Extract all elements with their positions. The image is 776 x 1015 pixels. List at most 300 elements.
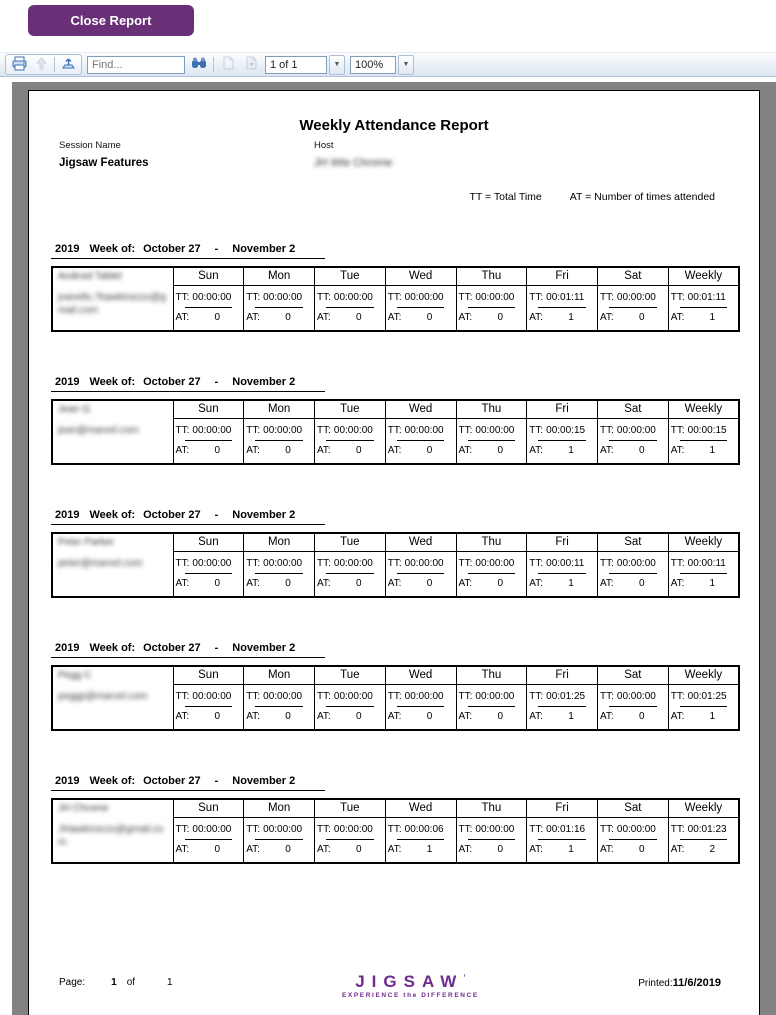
attendance-label: AT: (317, 578, 331, 590)
total-time-value: 00:01:11 (687, 292, 726, 304)
tt-at-divider (609, 573, 656, 574)
close-report-button[interactable]: Close Report (28, 5, 194, 36)
attendance-block (51, 771, 736, 864)
attendance-label: AT: (458, 445, 473, 457)
total-time-label: TT: (175, 425, 190, 437)
participant-cell (52, 400, 173, 464)
printed-label: Printed: (638, 978, 673, 989)
legend (470, 191, 716, 203)
toolbar-separator (54, 57, 55, 72)
total-time-label: TT: (317, 292, 331, 304)
total-time-line (387, 425, 455, 436)
total-time-value: 00:00:00 (263, 691, 303, 703)
attendance-label: AT: (175, 578, 190, 590)
report-footer (59, 972, 721, 999)
week-end-date: November 2 (232, 642, 296, 654)
attendance-label: AT: (317, 711, 331, 723)
attendance-value: 1 (709, 578, 716, 590)
export-button[interactable] (59, 56, 77, 74)
total-time-line (528, 558, 596, 569)
attendance-value: 0 (355, 578, 362, 590)
total-pages: 1 (167, 977, 173, 988)
day-cell (244, 285, 315, 331)
tt-at-divider (326, 573, 373, 574)
total-time-value: 00:00:00 (616, 691, 656, 703)
attendance-line (316, 578, 384, 589)
of-label: of (126, 977, 136, 988)
day-cell (527, 684, 598, 730)
day-cell (668, 418, 739, 464)
total-time-label: TT: (246, 691, 261, 703)
day-header: Tue (315, 799, 386, 817)
attendance-line (316, 445, 384, 456)
find-icon (191, 56, 207, 73)
week-start-date: October 27 (143, 376, 201, 388)
total-time-value: 00:00:00 (333, 824, 373, 836)
total-time-label: TT: (600, 558, 614, 570)
tt-at-divider (468, 839, 515, 840)
participant-cell (52, 267, 173, 331)
total-time-value: 00:00:06 (404, 824, 444, 836)
tt-at-divider (255, 440, 302, 441)
week-end-date: November 2 (232, 509, 296, 521)
find-button[interactable] (190, 56, 208, 74)
total-time-label: TT: (529, 558, 544, 570)
page-number: 1 (111, 977, 117, 988)
day-cell (527, 817, 598, 863)
report-viewer-area (12, 82, 776, 1015)
day-header: Sun (173, 533, 244, 551)
total-time-line (599, 558, 667, 569)
day-cell (173, 418, 244, 464)
legend-attendance: AT = Number of times attended (569, 191, 715, 203)
page-select-value[interactable]: 1 of 1 (265, 56, 327, 74)
attendance-line (387, 844, 455, 855)
attendance-label: AT: (317, 445, 331, 457)
day-cell (315, 418, 386, 464)
attendance-value: 0 (426, 711, 433, 723)
day-cell (315, 817, 386, 863)
attendance-line (175, 844, 243, 855)
attendance-label: AT: (175, 711, 190, 723)
attendance-value: 1 (709, 445, 716, 457)
attendance-block (51, 638, 736, 731)
attendance-label: AT: (670, 445, 685, 457)
total-time-value: 00:01:25 (687, 691, 727, 703)
participant-name: JH Chrome (58, 803, 109, 814)
day-header: Thu (456, 267, 527, 285)
page-label: Page: (59, 977, 86, 988)
print-export-group (5, 54, 82, 75)
total-time-line (316, 425, 384, 436)
total-time-line (670, 824, 737, 835)
tt-at-divider (468, 307, 515, 308)
report-toolbar (0, 52, 776, 77)
day-cell (598, 418, 669, 464)
total-time-value: 00:00:00 (475, 558, 515, 570)
attendance-value: 1 (568, 578, 574, 590)
week-of-label: Week of: (89, 243, 136, 255)
day-cell (173, 551, 244, 597)
attendance-value: 2 (709, 844, 716, 856)
total-time-value: 00:01:25 (546, 691, 586, 703)
session-name-value: Jigsaw Features (59, 157, 149, 169)
attendance-label: AT: (600, 844, 614, 856)
day-header: Sun (173, 666, 244, 684)
tt-at-divider (609, 440, 656, 441)
attendance-value: 0 (214, 711, 221, 723)
attendance-table (51, 266, 740, 332)
participant-email: jvanells.7kawkinsczx@gmail.com (58, 292, 166, 316)
total-time-label: TT: (387, 558, 402, 570)
day-header: Weekly (668, 267, 739, 285)
day-header: Sat (598, 400, 669, 418)
day-header: Mon (244, 267, 315, 285)
session-name-label: Session Name (59, 140, 121, 151)
attendance-line (316, 711, 384, 722)
printed-info (638, 977, 721, 989)
total-time-line (458, 425, 526, 436)
total-time-line (175, 558, 243, 569)
attendance-label: AT: (458, 844, 473, 856)
attendance-label: AT: (246, 312, 260, 324)
day-cell (598, 285, 669, 331)
day-header: Thu (456, 799, 527, 817)
day-header: Thu (456, 533, 527, 551)
attendance-value: 0 (355, 312, 362, 324)
attendance-value: 1 (568, 844, 574, 856)
attendance-line (528, 312, 596, 323)
total-time-label: TT: (387, 691, 402, 703)
attendance-value: 0 (497, 711, 504, 723)
total-time-line (175, 425, 243, 436)
attendance-value: 0 (355, 844, 362, 856)
attendance-line (528, 844, 596, 855)
total-time-line (670, 425, 737, 436)
attendance-label: AT: (387, 312, 402, 324)
tt-at-divider (680, 839, 727, 840)
attendance-line (599, 445, 667, 456)
total-time-value: 00:00:11 (687, 558, 726, 570)
attendance-line (599, 578, 667, 589)
attendance-line (387, 711, 455, 722)
day-header: Fri (527, 666, 598, 684)
total-time-label: TT: (670, 425, 685, 437)
attendance-label: AT: (317, 312, 331, 324)
attendance-value: 0 (214, 312, 221, 324)
attendance-line (316, 844, 384, 855)
day-header: Wed (385, 533, 456, 551)
total-time-label: TT: (458, 691, 473, 703)
total-time-label: TT: (175, 824, 190, 836)
total-time-line (670, 292, 737, 303)
day-cell (173, 817, 244, 863)
total-time-value: 00:00:00 (192, 691, 232, 703)
tt-at-divider (255, 307, 302, 308)
attendance-line (670, 445, 737, 456)
participant-cell (52, 533, 173, 597)
attendance-label: AT: (458, 711, 473, 723)
day-header: Tue (315, 533, 386, 551)
tt-at-divider (255, 839, 302, 840)
total-time-value: 00:00:00 (192, 425, 232, 437)
day-cell (244, 684, 315, 730)
total-time-line (316, 824, 384, 835)
day-cell (527, 551, 598, 597)
week-blocks (51, 239, 736, 904)
day-header: Mon (244, 533, 315, 551)
tt-at-divider (326, 307, 373, 308)
total-time-line (599, 425, 667, 436)
attendance-line (670, 844, 737, 855)
total-time-label: TT: (529, 691, 544, 703)
tt-at-divider (468, 706, 515, 707)
attendance-label: AT: (600, 445, 614, 457)
print-button[interactable] (10, 56, 28, 74)
prev-page-icon (221, 56, 235, 73)
participant-name: Jean G (58, 404, 91, 415)
attendance-value: 1 (568, 312, 574, 324)
attendance-line (175, 578, 243, 589)
participant-name: Android Tablet (58, 271, 122, 282)
week-of-label: Week of: (89, 775, 136, 787)
day-cell (244, 551, 315, 597)
day-cell (244, 418, 315, 464)
tt-at-divider (326, 440, 373, 441)
attendance-value: 1 (568, 445, 574, 457)
day-cell (456, 418, 527, 464)
week-date-separator: - (214, 775, 219, 787)
total-time-line (387, 558, 455, 569)
attendance-value: 0 (285, 711, 291, 723)
day-header: Sat (598, 799, 669, 817)
total-time-line (458, 558, 526, 569)
attendance-line (245, 445, 313, 456)
week-end-date: November 2 (232, 243, 296, 255)
logo-tagline: EXPERIENCE the DIFFERENCE (342, 992, 479, 999)
total-time-line (670, 558, 737, 569)
attendance-line (316, 312, 384, 323)
next-page-icon (244, 56, 258, 73)
attendance-line (599, 312, 667, 323)
day-header: Weekly (668, 400, 739, 418)
attendance-table (51, 798, 740, 864)
toolbar-separator (213, 57, 214, 72)
total-time-value: 00:00:00 (192, 292, 232, 304)
attendance-value: 1 (426, 844, 433, 856)
total-time-label: TT: (600, 425, 614, 437)
week-date-separator: - (214, 509, 219, 521)
attendance-value: 0 (497, 578, 504, 590)
tt-at-divider (680, 573, 727, 574)
total-time-line (175, 292, 243, 303)
day-cell (527, 418, 598, 464)
week-of-label: Week of: (89, 376, 136, 388)
attendance-value: 0 (285, 844, 291, 856)
participant-email: peggp@marvel.com (58, 691, 148, 702)
legend-total-time: TT = Total Time (469, 191, 542, 203)
total-time-line (387, 824, 455, 835)
total-time-line (175, 691, 243, 702)
week-of-label: Week of: (89, 642, 136, 654)
day-header: Weekly (668, 799, 739, 817)
total-time-value: 00:00:00 (333, 558, 373, 570)
attendance-line (599, 711, 667, 722)
attendance-label: AT: (600, 711, 614, 723)
total-time-label: TT: (670, 292, 685, 304)
tt-at-divider (185, 440, 232, 441)
total-time-value: 00:00:00 (333, 292, 373, 304)
day-cell (385, 684, 456, 730)
attendance-line (245, 312, 313, 323)
total-time-line (528, 691, 596, 702)
day-cell (668, 285, 739, 331)
attendance-value: 0 (638, 445, 645, 457)
total-time-value: 00:00:00 (616, 558, 656, 570)
tt-at-divider (538, 307, 585, 308)
page-selector (265, 55, 345, 75)
export-icon (61, 56, 76, 74)
day-cell (315, 684, 386, 730)
total-time-line (387, 292, 455, 303)
jigsaw-logo (342, 973, 479, 999)
attendance-value: 0 (214, 445, 221, 457)
total-time-value: 00:00:15 (687, 425, 727, 437)
attendance-table (51, 532, 740, 598)
total-time-label: TT: (458, 558, 473, 570)
attendance-line (175, 445, 243, 456)
attendance-label: AT: (387, 711, 402, 723)
tt-at-divider (185, 839, 232, 840)
total-time-value: 00:00:11 (546, 558, 585, 570)
day-cell (385, 285, 456, 331)
tt-at-divider (538, 573, 585, 574)
total-time-line (316, 691, 384, 702)
total-time-value: 00:00:00 (404, 425, 444, 437)
attendance-label: AT: (529, 711, 543, 723)
total-time-label: TT: (529, 425, 544, 437)
total-time-label: TT: (529, 292, 544, 304)
attendance-line (458, 844, 526, 855)
day-cell (456, 285, 527, 331)
total-time-label: TT: (317, 558, 331, 570)
total-time-line (528, 292, 596, 303)
total-time-line (245, 691, 313, 702)
total-time-value: 00:00:00 (263, 292, 303, 304)
tt-at-divider (468, 440, 515, 441)
tt-at-divider (680, 307, 727, 308)
attendance-value: 1 (709, 312, 716, 324)
logo-registered-mark: ’ (463, 973, 466, 983)
attendance-value: 0 (285, 445, 291, 457)
zoom-select-dropdown-button[interactable] (398, 55, 414, 75)
attendance-label: AT: (600, 312, 614, 324)
attendance-label: AT: (246, 844, 260, 856)
attendance-line (458, 312, 526, 323)
day-cell (456, 684, 527, 730)
day-header: Sat (598, 533, 669, 551)
attendance-value: 0 (638, 844, 645, 856)
day-cell (173, 684, 244, 730)
total-time-label: TT: (458, 425, 473, 437)
day-header: Fri (527, 400, 598, 418)
total-time-line (599, 824, 667, 835)
total-time-label: TT: (175, 292, 190, 304)
attendance-value: 0 (497, 844, 504, 856)
zoom-select-value[interactable]: 100% (350, 56, 396, 74)
attendance-table (51, 399, 740, 465)
week-year: 2019 (55, 243, 80, 255)
week-date-separator: - (214, 376, 219, 388)
total-time-line (316, 558, 384, 569)
total-time-line (245, 292, 313, 303)
total-time-label: TT: (600, 292, 614, 304)
attendance-label: AT: (670, 844, 685, 856)
total-time-label: TT: (317, 425, 331, 437)
attendance-table (51, 665, 740, 731)
day-cell (668, 817, 739, 863)
week-of-header (51, 376, 325, 392)
day-cell (315, 551, 386, 597)
week-end-date: November 2 (232, 775, 296, 787)
total-time-label: TT: (246, 824, 261, 836)
total-time-value: 00:01:16 (546, 824, 586, 836)
total-time-value: 00:00:00 (616, 425, 656, 437)
print-layout-button[interactable] (32, 56, 50, 74)
tt-at-divider (185, 307, 232, 308)
attendance-line (245, 844, 313, 855)
day-cell (385, 418, 456, 464)
total-time-label: TT: (317, 824, 331, 836)
attendance-line (458, 578, 526, 589)
tt-at-divider (397, 440, 444, 441)
week-year: 2019 (55, 642, 80, 654)
tt-at-divider (397, 307, 444, 308)
attendance-label: AT: (670, 312, 685, 324)
day-header: Weekly (668, 533, 739, 551)
day-header: Wed (385, 400, 456, 418)
day-cell (173, 285, 244, 331)
day-cell (456, 551, 527, 597)
day-header: Wed (385, 267, 456, 285)
day-cell (598, 684, 669, 730)
tt-at-divider (609, 839, 656, 840)
total-time-value: 00:00:00 (616, 824, 656, 836)
attendance-block (51, 372, 736, 465)
attendance-label: AT: (529, 578, 543, 590)
week-of-header (51, 509, 325, 525)
prev-page-button[interactable] (219, 56, 237, 74)
total-time-label: TT: (387, 292, 402, 304)
total-time-value: 00:00:00 (192, 558, 232, 570)
find-input[interactable] (87, 56, 185, 74)
tt-at-divider (185, 706, 232, 707)
attendance-value: 0 (355, 711, 362, 723)
attendance-label: AT: (175, 445, 190, 457)
page-info (59, 977, 183, 988)
tt-at-divider (326, 839, 373, 840)
tt-at-divider (680, 440, 727, 441)
week-date-separator: - (214, 642, 219, 654)
page-select-dropdown-button[interactable] (329, 55, 345, 75)
attendance-label: AT: (529, 445, 543, 457)
total-time-value: 00:00:00 (263, 425, 303, 437)
next-page-button[interactable] (242, 56, 260, 74)
attendance-label: AT: (246, 578, 260, 590)
attendance-line (528, 445, 596, 456)
attendance-value: 0 (638, 711, 645, 723)
total-time-value: 00:00:00 (404, 558, 444, 570)
